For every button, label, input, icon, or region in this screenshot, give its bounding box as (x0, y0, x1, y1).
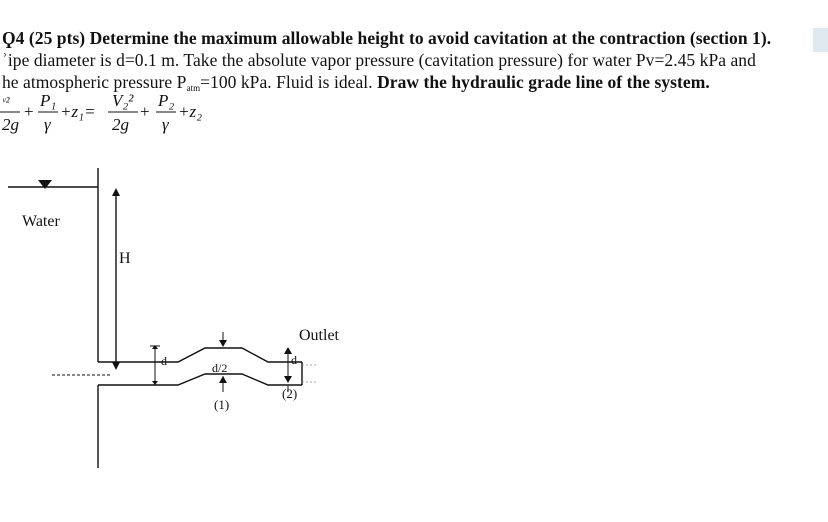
d-left-label: d (161, 354, 167, 368)
d-half-arrow-down-icon (219, 340, 227, 347)
d-right-arrow-bottom-icon (284, 376, 292, 383)
line3-prefix: he atmospheric pressure P (2, 72, 187, 92)
problem-number: Ϙ4 (25 pts) Determine the maximum allowable height to avoid cavitation at the contraction (section 1). (2, 28, 772, 48)
edge-highlight (813, 28, 828, 52)
problem-line-1 (2, 28, 771, 49)
eq-p1: P₁ (40, 91, 57, 110)
patm-subscript: atm (186, 83, 201, 93)
bernoulli-equation (0, 90, 240, 150)
problem-line-2: ʾipe diameter is d=0.1 m. Take the absolute vapor pressure (cavitation pressure) for water Pv=2.45 kPa and (2, 50, 756, 70)
eq-v1-numerator: ᵛ² (2, 94, 10, 109)
eq-v2: V₂² (112, 91, 134, 110)
pipe-top-wall (98, 348, 302, 362)
outlet-label: Outlet (299, 327, 339, 344)
eq-gamma-1: γ (44, 115, 51, 134)
eq-z1: +z₁= (60, 102, 96, 121)
d-half-label: d/2 (212, 361, 228, 375)
tank-pipe-diagram (0, 150, 828, 522)
eq-plus-1: + (24, 102, 34, 121)
d-half-arrow-up-icon (219, 376, 227, 383)
eq-gamma-2: γ (162, 115, 169, 134)
eq-2g-left: 2g (2, 115, 19, 134)
water-label: Water (22, 213, 60, 230)
eq-2g-right: 2g (112, 115, 129, 134)
section-1-label: (1) (214, 397, 230, 412)
line3-rest: =100 kPa. Fluid is ideal. (200, 72, 378, 92)
d-left-dimension (150, 346, 160, 384)
section-2-label: (2) (282, 386, 298, 401)
h-arrow-top-icon (112, 188, 120, 196)
h-label: H (119, 250, 131, 267)
d-right-label: d (291, 353, 297, 367)
eq-p2: P₂ (158, 91, 175, 110)
pipe-bottom-wall (98, 374, 302, 385)
line3-bold-instruction: Draw the hydraulic grade line of the system. (377, 72, 710, 92)
eq-z2: +z₂ (178, 102, 202, 121)
eq-plus-2: + (140, 102, 150, 121)
h-arrow-bottom-icon (112, 362, 120, 370)
